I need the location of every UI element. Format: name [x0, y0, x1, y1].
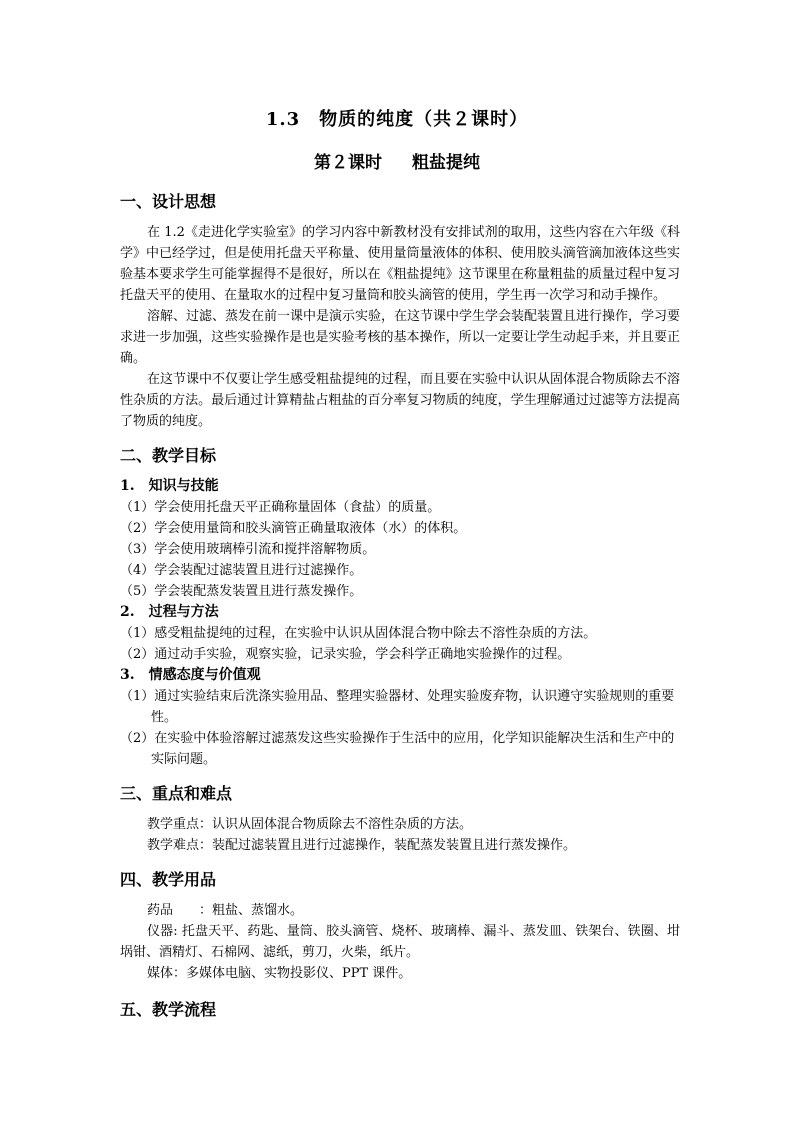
- objective-item: （2）学会使用量筒和胶头滴管正确量取液体（水）的体积。: [120, 521, 467, 536]
- objective-heading-attitude: 3. 情感态度与价值观: [120, 667, 261, 683]
- section-heading-objectives: 二、教学目标: [120, 446, 217, 465]
- design-paragraph-1: 在 1.2《走进化学实验室》的学习内容中新教材没有安排试剂的取用，这些内容在六年级《科学》中已经学过，但是使用托盘天平称量、使用量筒量液体的体积、使用胶头滴管滴加液体这些实验基本要求学生可能掌握得不是很好，所以在《粗盐提纯》这节课里在称量粗盐的质量过程中复习托盘天平的使用、在量取水的过程中复习量筒和胶头滴管的使用，学生再一次学习和动手操作。: [120, 225, 680, 303]
- difficult-point-line: 教学难点：装配过滤装置且进行过滤操作，装配蒸发装置且进行蒸发操作。: [147, 838, 577, 853]
- section-heading-keypoints: 三、重点和难点: [120, 784, 233, 803]
- design-paragraph-3: 在这节课中不仅要让学生感受粗盐提纯的过程，而且要在实验中认识从固体混合物质除去不溶性杂质的方法。最后通过计算精盐占粗盐的百分率复习物质的纯度，学生理解通过过滤等方法提高了物质的纯度。: [120, 372, 681, 429]
- objective-heading-process: 2. 过程与方法: [120, 604, 219, 620]
- page-subtitle: [0, 148, 794, 173]
- section-heading-flow: 五、教学流程: [120, 1000, 217, 1019]
- objective-item: （2）在实验中体验溶解过滤蒸发这些实验操作于生活中的应用，化学知识能解决生活和生产中的实际问题。: [120, 731, 675, 767]
- section-heading-design: 一、设计思想: [120, 192, 217, 211]
- objective-item: （5）学会装配蒸发装置且进行蒸发操作。: [120, 584, 363, 599]
- subtitle-topic: 粗盐提纯: [412, 153, 480, 173]
- materials-instruments: 仪器: 托盘天平、药匙、量筒、胶头滴管、烧杯、玻璃棒、漏斗、蒸发皿、铁架台、铁圈、坩埚钳、酒精灯、石棉网、滤纸，剪刀，火柴，纸片。: [120, 924, 680, 960]
- objective-item: （1）通过实验结束后洗涤实验用品、整理实验器材、处理实验废弃物，认识遵守实验规则的重要性。: [120, 689, 675, 725]
- document-body: [120, 188, 680, 1024]
- design-paragraph-2: 溶解、过滤、蒸发在前一课中是演示实验，在这节课中学生学会装配装置且进行操作，学习要求进一步加强，这些实验操作是也是实验考核的基本操作，所以一定要让学生动起手来，并且要正确。: [120, 309, 681, 366]
- objective-heading-knowledge: 1. 知识与技能: [120, 478, 219, 494]
- subtitle-lesson: 第２课时: [314, 153, 382, 173]
- objective-item: （1）学会使用托盘天平正确称量固体（食盐）的质量。: [120, 500, 441, 515]
- page-title: 1.3 物质的纯度（共２课时）: [265, 109, 529, 130]
- section-heading-materials: 四、教学用品: [120, 870, 217, 889]
- objective-item: （3）学会使用玻璃棒引流和搅拌溶解物质。: [120, 542, 376, 557]
- key-point-line: 教学重点：认识从固体混合物质除去不溶性杂质的方法。: [147, 817, 473, 832]
- objective-item: （4）学会装配过滤装置且进行过滤操作。: [120, 563, 363, 578]
- objective-item: （1）感受粗盐提纯的过程，在实验中认识从固体混合物中除去不溶性杂质的方法。: [120, 626, 597, 641]
- materials-media: 媒体：多媒体电脑、实物投影仪、PPT 课件。: [147, 966, 412, 981]
- objective-item: （2）通过动手实验，观察实验，记录实验，学会科学正确地实验操作的过程。: [120, 647, 571, 662]
- materials-reagents: 药品 ：粗盐、蒸馏水。: [147, 903, 304, 918]
